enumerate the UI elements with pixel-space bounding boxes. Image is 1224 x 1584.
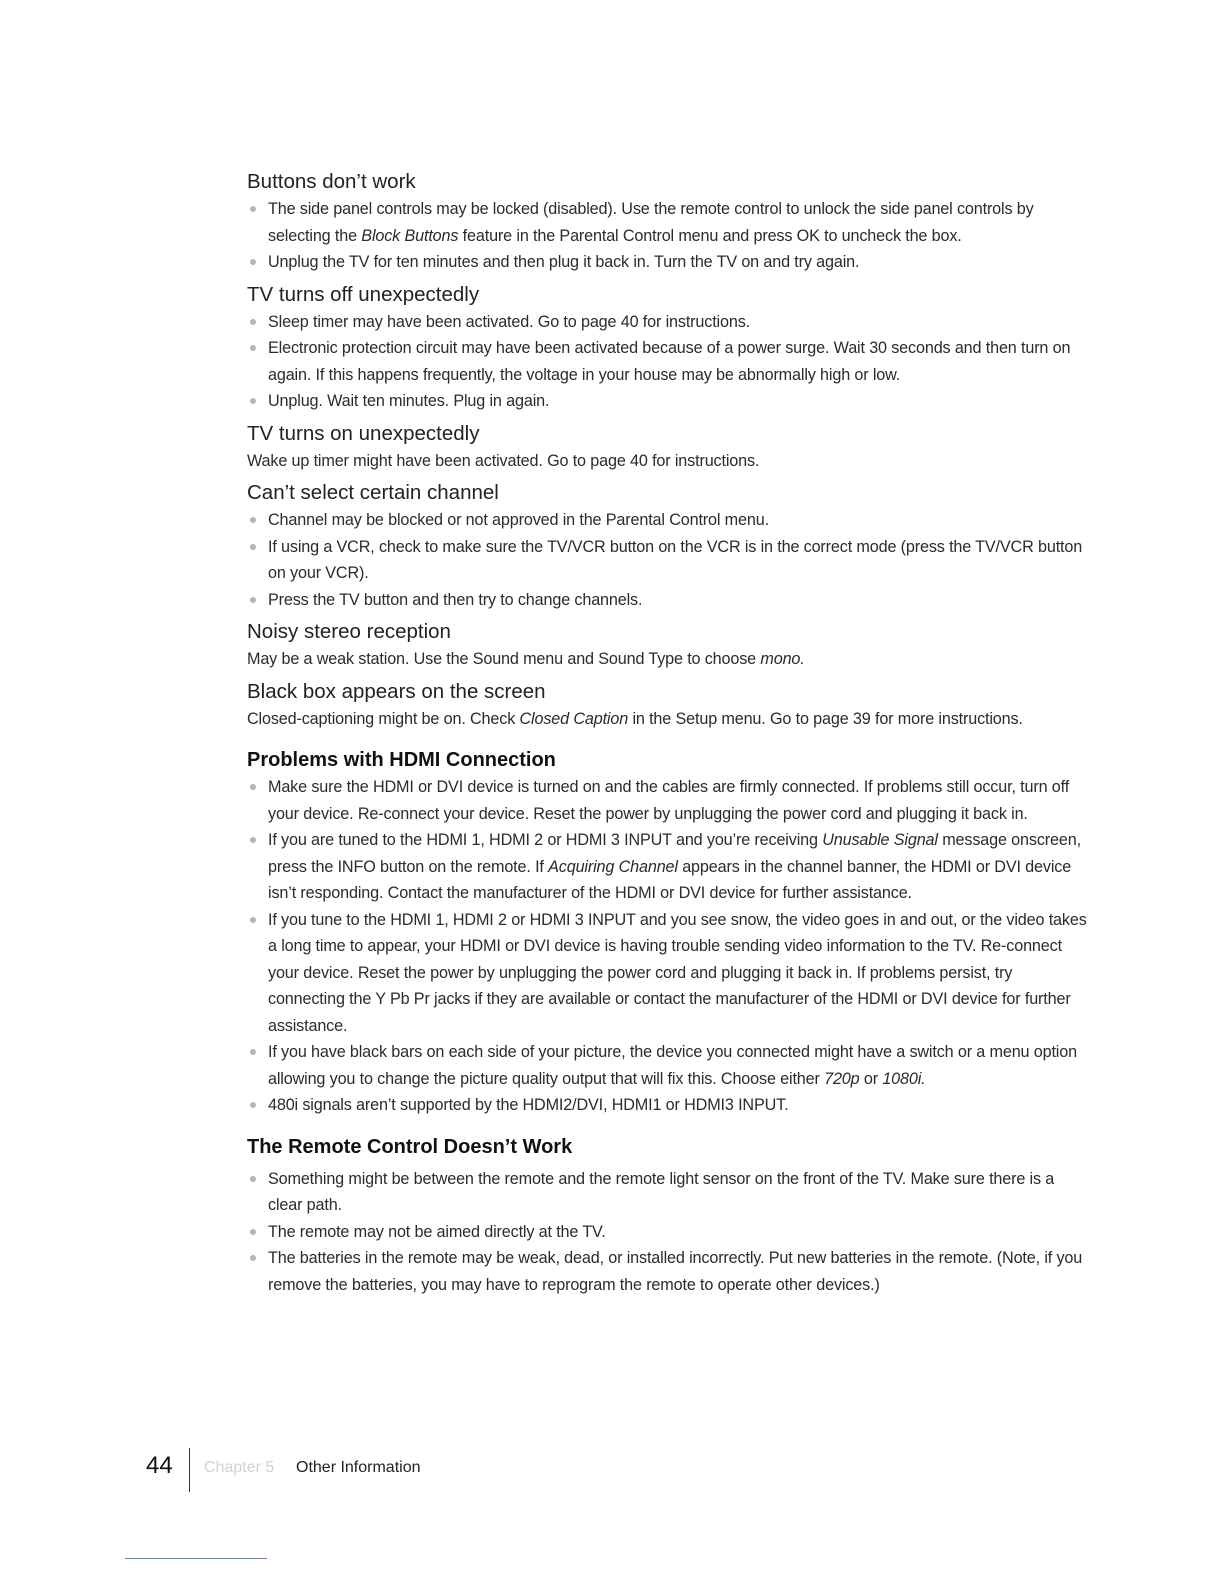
list-remote [247,1166,1087,1299]
heading-channel: Can’t select certain channel [247,481,499,504]
list-item: If you tune to the HDMI 1, HDMI 2 or HDMI 3 INPUT and you see snow, the video goes in and out, or the video takes a long time to appear, your HDMI or DVI device is having trouble sending video information to the TV. Re-connect your device. Reset the power by unplugging the power cord and plugging it back in. If problems persist, try connecting the Y Pb Pr jacks if they are available or contact the manufacturer of the HDMI or DVI device for further assistance. [247,907,1087,1040]
list-item: The batteries in the remote may be weak, dead, or installed incorrectly. Put new batteries in the remote. (Note, if you remove the batteries, you may have to reprogram the remote to operate other devices.) [247,1245,1087,1298]
page-number: 44 [146,1452,173,1479]
list-item: Make sure the HDMI or DVI device is turned on and the cables are firmly connected. If problems still occur, turn off your device. Re-connect your device. Reset the power by unplugging the power cord and plugging it back in. [247,774,1087,827]
paragraph-black-box: Closed-captioning might be on. Check Closed Caption in the Setup menu. Go to page 39 for more instructions. [247,709,1023,728]
heading-tv-on: TV turns on unexpectedly [247,421,480,445]
list-item: The side panel controls may be locked (disabled). Use the remote control to unlock the side panel controls by selecting the Block Buttons feature in the Parental Control menu and press OK to uncheck the box. [247,196,1087,249]
list-item: Channel may be blocked or not approved in the Parental Control menu. [247,507,1087,534]
heading-hdmi: Problems with HDMI Connection [247,749,556,771]
list-item: If you have black bars on each side of your picture, the device you connected might have a switch or a menu option allowing you to change the picture quality output that will fix this. Choose either 720p or 1080i. [247,1039,1087,1092]
heading-buttons: Buttons don’t work [247,170,416,193]
list-item: 480i signals aren’t supported by the HDMI2/DVI, HDMI1 or HDMI3 INPUT. [247,1092,1087,1119]
list-item: Electronic protection circuit may have been activated because of a power surge. Wait 30 seconds and then turn on again. If this happens frequently, the voltage in your house may be abnormally high or low. [247,335,1087,388]
list-item: Something might be between the remote and the remote light sensor on the front of the TV. Make sure there is a clear path. [247,1166,1087,1219]
list-item: The remote may not be aimed directly at the TV. [247,1219,1087,1246]
footer-divider [189,1448,190,1492]
list-item: Unplug. Wait ten minutes. Plug in again. [247,388,1087,415]
heading-stereo: Noisy stereo reception [247,620,451,643]
chapter-label: Chapter 5 [204,1459,275,1476]
list-item: Sleep timer may have been activated. Go to page 40 for instructions. [247,309,1087,336]
chapter-title: Other Information [296,1459,421,1476]
paragraph-tv-on: Wake up timer might have been activated. Go to page 40 for instructions. [247,451,760,470]
list-channel [247,507,1087,613]
paragraph-stereo: May be a weak station. Use the Sound menu and Sound Type to choose mono. [247,650,805,668]
heading-remote: The Remote Control Doesn’t Work [247,1135,573,1158]
heading-black-box: Black box appears on the screen [247,679,546,703]
list-item: If using a VCR, check to make sure the TV/VCR button on the VCR is in the correct mode (press the TV/VCR button on your VCR). [247,534,1087,587]
list-item: Press the TV button and then try to change channels. [247,587,1087,614]
list-item: If you are tuned to the HDMI 1, HDMI 2 or HDMI 3 INPUT and you’re receiving Unusable Signal message onscreen, press the INFO button on the remote. If Acquiring Channel appears in the channel banner, the HDMI or DVI device isn’t responding. Contact the manufacturer of the HDMI or DVI device for further assistance. [247,827,1087,907]
list-tv-off [247,309,1087,415]
page-content [247,168,1087,1298]
list-item: Unplug the TV for ten minutes and then plug it back in. Turn the TV on and try again. [247,249,1087,276]
bottom-rule [125,1558,267,1559]
list-buttons [247,196,1087,276]
list-hdmi [247,774,1087,1119]
heading-tv-off: TV turns off unexpectedly [247,282,480,306]
